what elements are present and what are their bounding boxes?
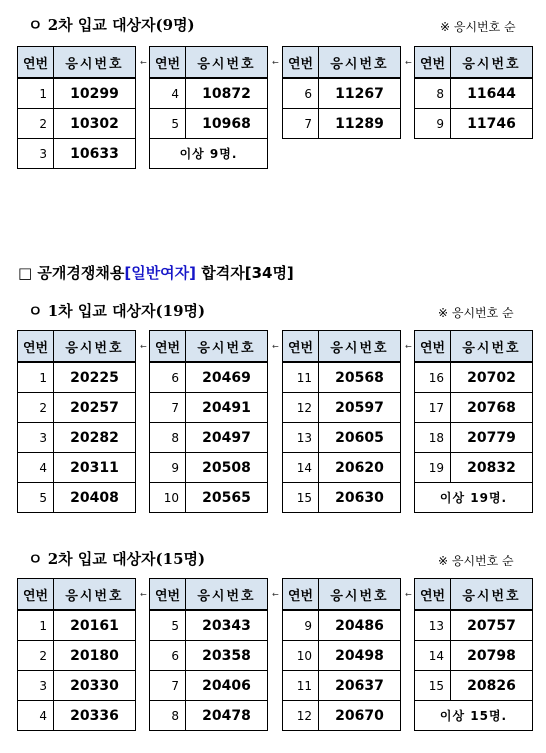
table-row	[150, 362, 268, 393]
exam-number-cell: 20757	[451, 610, 533, 641]
table-row	[283, 423, 401, 453]
table-row	[415, 610, 533, 641]
serial-cell: 6	[150, 362, 186, 393]
exam-number-cell: 11644	[451, 78, 533, 109]
table-row	[283, 393, 401, 423]
serial-cell: 9	[150, 453, 186, 483]
table-row	[18, 641, 136, 671]
table-header-row	[283, 47, 401, 79]
serial-cell: 2	[18, 641, 54, 671]
exam-number-cell: 10302	[54, 109, 136, 139]
serial-cell: 14	[283, 453, 319, 483]
exam-number-cell: 20630	[319, 483, 401, 513]
serial-cell: 3	[18, 139, 54, 169]
table-row	[283, 671, 401, 701]
serial-cell: 13	[283, 423, 319, 453]
section2-title-suffix: 합격자[34명]	[196, 264, 294, 282]
exam-number-cell: 20336	[54, 701, 136, 731]
exam-number-cell: 20832	[451, 453, 533, 483]
serial-cell: 15	[283, 483, 319, 513]
header-serial: 연번	[18, 331, 54, 363]
header-exam-number: 응시번호	[186, 579, 268, 611]
paragraph-mark-icon: ←	[405, 590, 412, 599]
table-row	[415, 78, 533, 109]
section2-title-highlight: [일반여자]	[124, 264, 197, 282]
serial-cell: 2	[18, 393, 54, 423]
serial-cell: 5	[150, 610, 186, 641]
section2-title	[18, 262, 294, 283]
exam-number-cell: 20670	[319, 701, 401, 731]
serial-cell: 8	[150, 423, 186, 453]
table-header-row	[18, 47, 136, 79]
header-serial: 연번	[415, 331, 451, 363]
section2-sort-note: ※ 응시번호 순	[438, 306, 514, 320]
table-row	[18, 362, 136, 393]
paragraph-mark-icon: ←	[140, 590, 147, 599]
table-row	[283, 362, 401, 393]
table-row	[283, 641, 401, 671]
header-exam-number: 응시번호	[186, 47, 268, 79]
serial-cell: 9	[283, 610, 319, 641]
exam-number-cell: 20779	[451, 423, 533, 453]
table-row	[18, 453, 136, 483]
exam-number-cell: 11289	[319, 109, 401, 139]
section1-sort-note: ※ 응시번호 순	[440, 20, 516, 34]
exam-number-cell: 20497	[186, 423, 268, 453]
serial-cell: 18	[415, 423, 451, 453]
table-row	[18, 423, 136, 453]
table-row	[18, 109, 136, 139]
exam-number-cell: 20478	[186, 701, 268, 731]
exam-number-cell: 11746	[451, 109, 533, 139]
serial-cell: 6	[283, 78, 319, 109]
exam-number-cell: 20702	[451, 362, 533, 393]
roster-table	[414, 578, 533, 731]
header-serial: 연번	[415, 47, 451, 79]
table-row	[18, 483, 136, 513]
serial-cell: 10	[150, 483, 186, 513]
exam-number-cell: 20508	[186, 453, 268, 483]
summary-row	[415, 483, 533, 513]
summary-row	[415, 701, 533, 731]
serial-cell: 7	[283, 109, 319, 139]
header-serial: 연번	[18, 579, 54, 611]
serial-cell: 13	[415, 610, 451, 641]
serial-cell: 3	[18, 423, 54, 453]
table-row	[18, 610, 136, 641]
table-row	[283, 453, 401, 483]
section1-heading: ㅇ 2차 입교 대상자(9명)	[28, 16, 195, 34]
serial-cell: 17	[415, 393, 451, 423]
section2-title-prefix: □ 공개경쟁채용	[18, 264, 125, 282]
serial-cell: 10	[283, 641, 319, 671]
exam-number-cell: 20491	[186, 393, 268, 423]
table-row	[150, 701, 268, 731]
serial-cell: 8	[415, 78, 451, 109]
roster-table	[414, 330, 533, 513]
table-row	[18, 393, 136, 423]
exam-number-cell: 10633	[54, 139, 136, 169]
summary-cell: 이상 19명.	[415, 483, 533, 513]
exam-number-cell: 20225	[54, 362, 136, 393]
exam-number-cell: 11267	[319, 78, 401, 109]
section3-sort-note: ※ 응시번호 순	[438, 554, 514, 568]
table-row	[150, 423, 268, 453]
header-exam-number: 응시번호	[54, 579, 136, 611]
table-row	[18, 671, 136, 701]
header-exam-number: 응시번호	[319, 47, 401, 79]
serial-cell: 19	[415, 453, 451, 483]
table-row	[283, 483, 401, 513]
serial-cell: 7	[150, 671, 186, 701]
serial-cell: 5	[18, 483, 54, 513]
roster-table	[149, 578, 268, 731]
header-serial: 연번	[415, 579, 451, 611]
section3-heading: ㅇ 2차 입교 대상자(15명)	[28, 550, 206, 568]
table-header-row	[18, 579, 136, 611]
exam-number-cell: 20343	[186, 610, 268, 641]
serial-cell: 4	[18, 453, 54, 483]
exam-number-cell: 20180	[54, 641, 136, 671]
header-exam-number: 응시번호	[54, 47, 136, 79]
section2-heading: ㅇ 1차 입교 대상자(19명)	[28, 302, 206, 320]
exam-number-cell: 20768	[451, 393, 533, 423]
table-row	[283, 78, 401, 109]
table-row	[150, 610, 268, 641]
table-row	[150, 109, 268, 139]
exam-number-cell: 20330	[54, 671, 136, 701]
roster-table	[149, 330, 268, 513]
exam-number-cell: 10872	[186, 78, 268, 109]
table-header-row	[150, 579, 268, 611]
roster-table	[282, 578, 401, 731]
table-row	[415, 671, 533, 701]
header-exam-number: 응시번호	[319, 579, 401, 611]
paragraph-mark-icon: ←	[140, 342, 147, 351]
serial-cell: 1	[18, 362, 54, 393]
paragraph-mark-icon: ←	[272, 342, 279, 351]
header-exam-number: 응시번호	[451, 47, 533, 79]
serial-cell: 12	[283, 701, 319, 731]
serial-cell: 4	[18, 701, 54, 731]
table-row	[150, 671, 268, 701]
table-row	[150, 393, 268, 423]
roster-table	[282, 46, 401, 139]
exam-number-cell: 20826	[451, 671, 533, 701]
exam-number-cell: 20486	[319, 610, 401, 641]
table-row	[415, 453, 533, 483]
table-row	[283, 701, 401, 731]
table-row	[150, 453, 268, 483]
table-row	[283, 109, 401, 139]
summary-cell: 이상 15명.	[415, 701, 533, 731]
paragraph-mark-icon: ←	[140, 58, 147, 67]
exam-number-cell: 20406	[186, 671, 268, 701]
table-row	[415, 423, 533, 453]
exam-number-cell: 20311	[54, 453, 136, 483]
roster-table	[282, 330, 401, 513]
table-row	[283, 610, 401, 641]
table-header-row	[18, 331, 136, 363]
paragraph-mark-icon: ←	[405, 58, 412, 67]
table-header-row	[283, 331, 401, 363]
exam-number-cell: 20568	[319, 362, 401, 393]
table-row	[18, 78, 136, 109]
table-header-row	[415, 579, 533, 611]
serial-cell: 16	[415, 362, 451, 393]
paragraph-mark-icon: ←	[272, 590, 279, 599]
header-exam-number: 응시번호	[451, 579, 533, 611]
exam-number-cell: 20597	[319, 393, 401, 423]
serial-cell: 6	[150, 641, 186, 671]
table-row	[415, 641, 533, 671]
table-header-row	[415, 47, 533, 79]
serial-cell: 15	[415, 671, 451, 701]
table-row	[150, 78, 268, 109]
header-exam-number: 응시번호	[451, 331, 533, 363]
roster-table	[414, 46, 533, 139]
exam-number-cell: 20637	[319, 671, 401, 701]
roster-table	[17, 578, 136, 731]
table-header-row	[415, 331, 533, 363]
exam-number-cell: 20798	[451, 641, 533, 671]
serial-cell: 3	[18, 671, 54, 701]
header-serial: 연번	[283, 579, 319, 611]
serial-cell: 12	[283, 393, 319, 423]
header-exam-number: 응시번호	[186, 331, 268, 363]
exam-number-cell: 20408	[54, 483, 136, 513]
exam-number-cell: 20620	[319, 453, 401, 483]
table-header-row	[150, 331, 268, 363]
table-row	[150, 483, 268, 513]
table-row	[150, 641, 268, 671]
table-row	[415, 109, 533, 139]
header-serial: 연번	[150, 579, 186, 611]
serial-cell: 1	[18, 610, 54, 641]
exam-number-cell: 20282	[54, 423, 136, 453]
header-exam-number: 응시번호	[319, 331, 401, 363]
exam-number-cell: 20565	[186, 483, 268, 513]
roster-table	[17, 46, 136, 169]
summary-row	[150, 139, 268, 169]
serial-cell: 9	[415, 109, 451, 139]
serial-cell: 2	[18, 109, 54, 139]
header-serial: 연번	[150, 331, 186, 363]
serial-cell: 4	[150, 78, 186, 109]
exam-number-cell: 20161	[54, 610, 136, 641]
table-row	[18, 701, 136, 731]
paragraph-mark-icon: ←	[272, 58, 279, 67]
header-serial: 연번	[150, 47, 186, 79]
header-serial: 연번	[18, 47, 54, 79]
paragraph-mark-icon: ←	[405, 342, 412, 351]
table-row	[18, 139, 136, 169]
table-row	[415, 393, 533, 423]
serial-cell: 7	[150, 393, 186, 423]
exam-number-cell: 20605	[319, 423, 401, 453]
serial-cell: 8	[150, 701, 186, 731]
serial-cell: 11	[283, 671, 319, 701]
serial-cell: 14	[415, 641, 451, 671]
roster-table	[149, 46, 268, 169]
table-header-row	[150, 47, 268, 79]
exam-number-cell: 20257	[54, 393, 136, 423]
table-row	[415, 362, 533, 393]
header-exam-number: 응시번호	[54, 331, 136, 363]
header-serial: 연번	[283, 47, 319, 79]
roster-table	[17, 330, 136, 513]
exam-number-cell: 10299	[54, 78, 136, 109]
serial-cell: 5	[150, 109, 186, 139]
exam-number-cell: 10968	[186, 109, 268, 139]
exam-number-cell: 20498	[319, 641, 401, 671]
serial-cell: 11	[283, 362, 319, 393]
header-serial: 연번	[283, 331, 319, 363]
exam-number-cell: 20469	[186, 362, 268, 393]
summary-cell: 이상 9명.	[150, 139, 268, 169]
serial-cell: 1	[18, 78, 54, 109]
table-header-row	[283, 579, 401, 611]
exam-number-cell: 20358	[186, 641, 268, 671]
